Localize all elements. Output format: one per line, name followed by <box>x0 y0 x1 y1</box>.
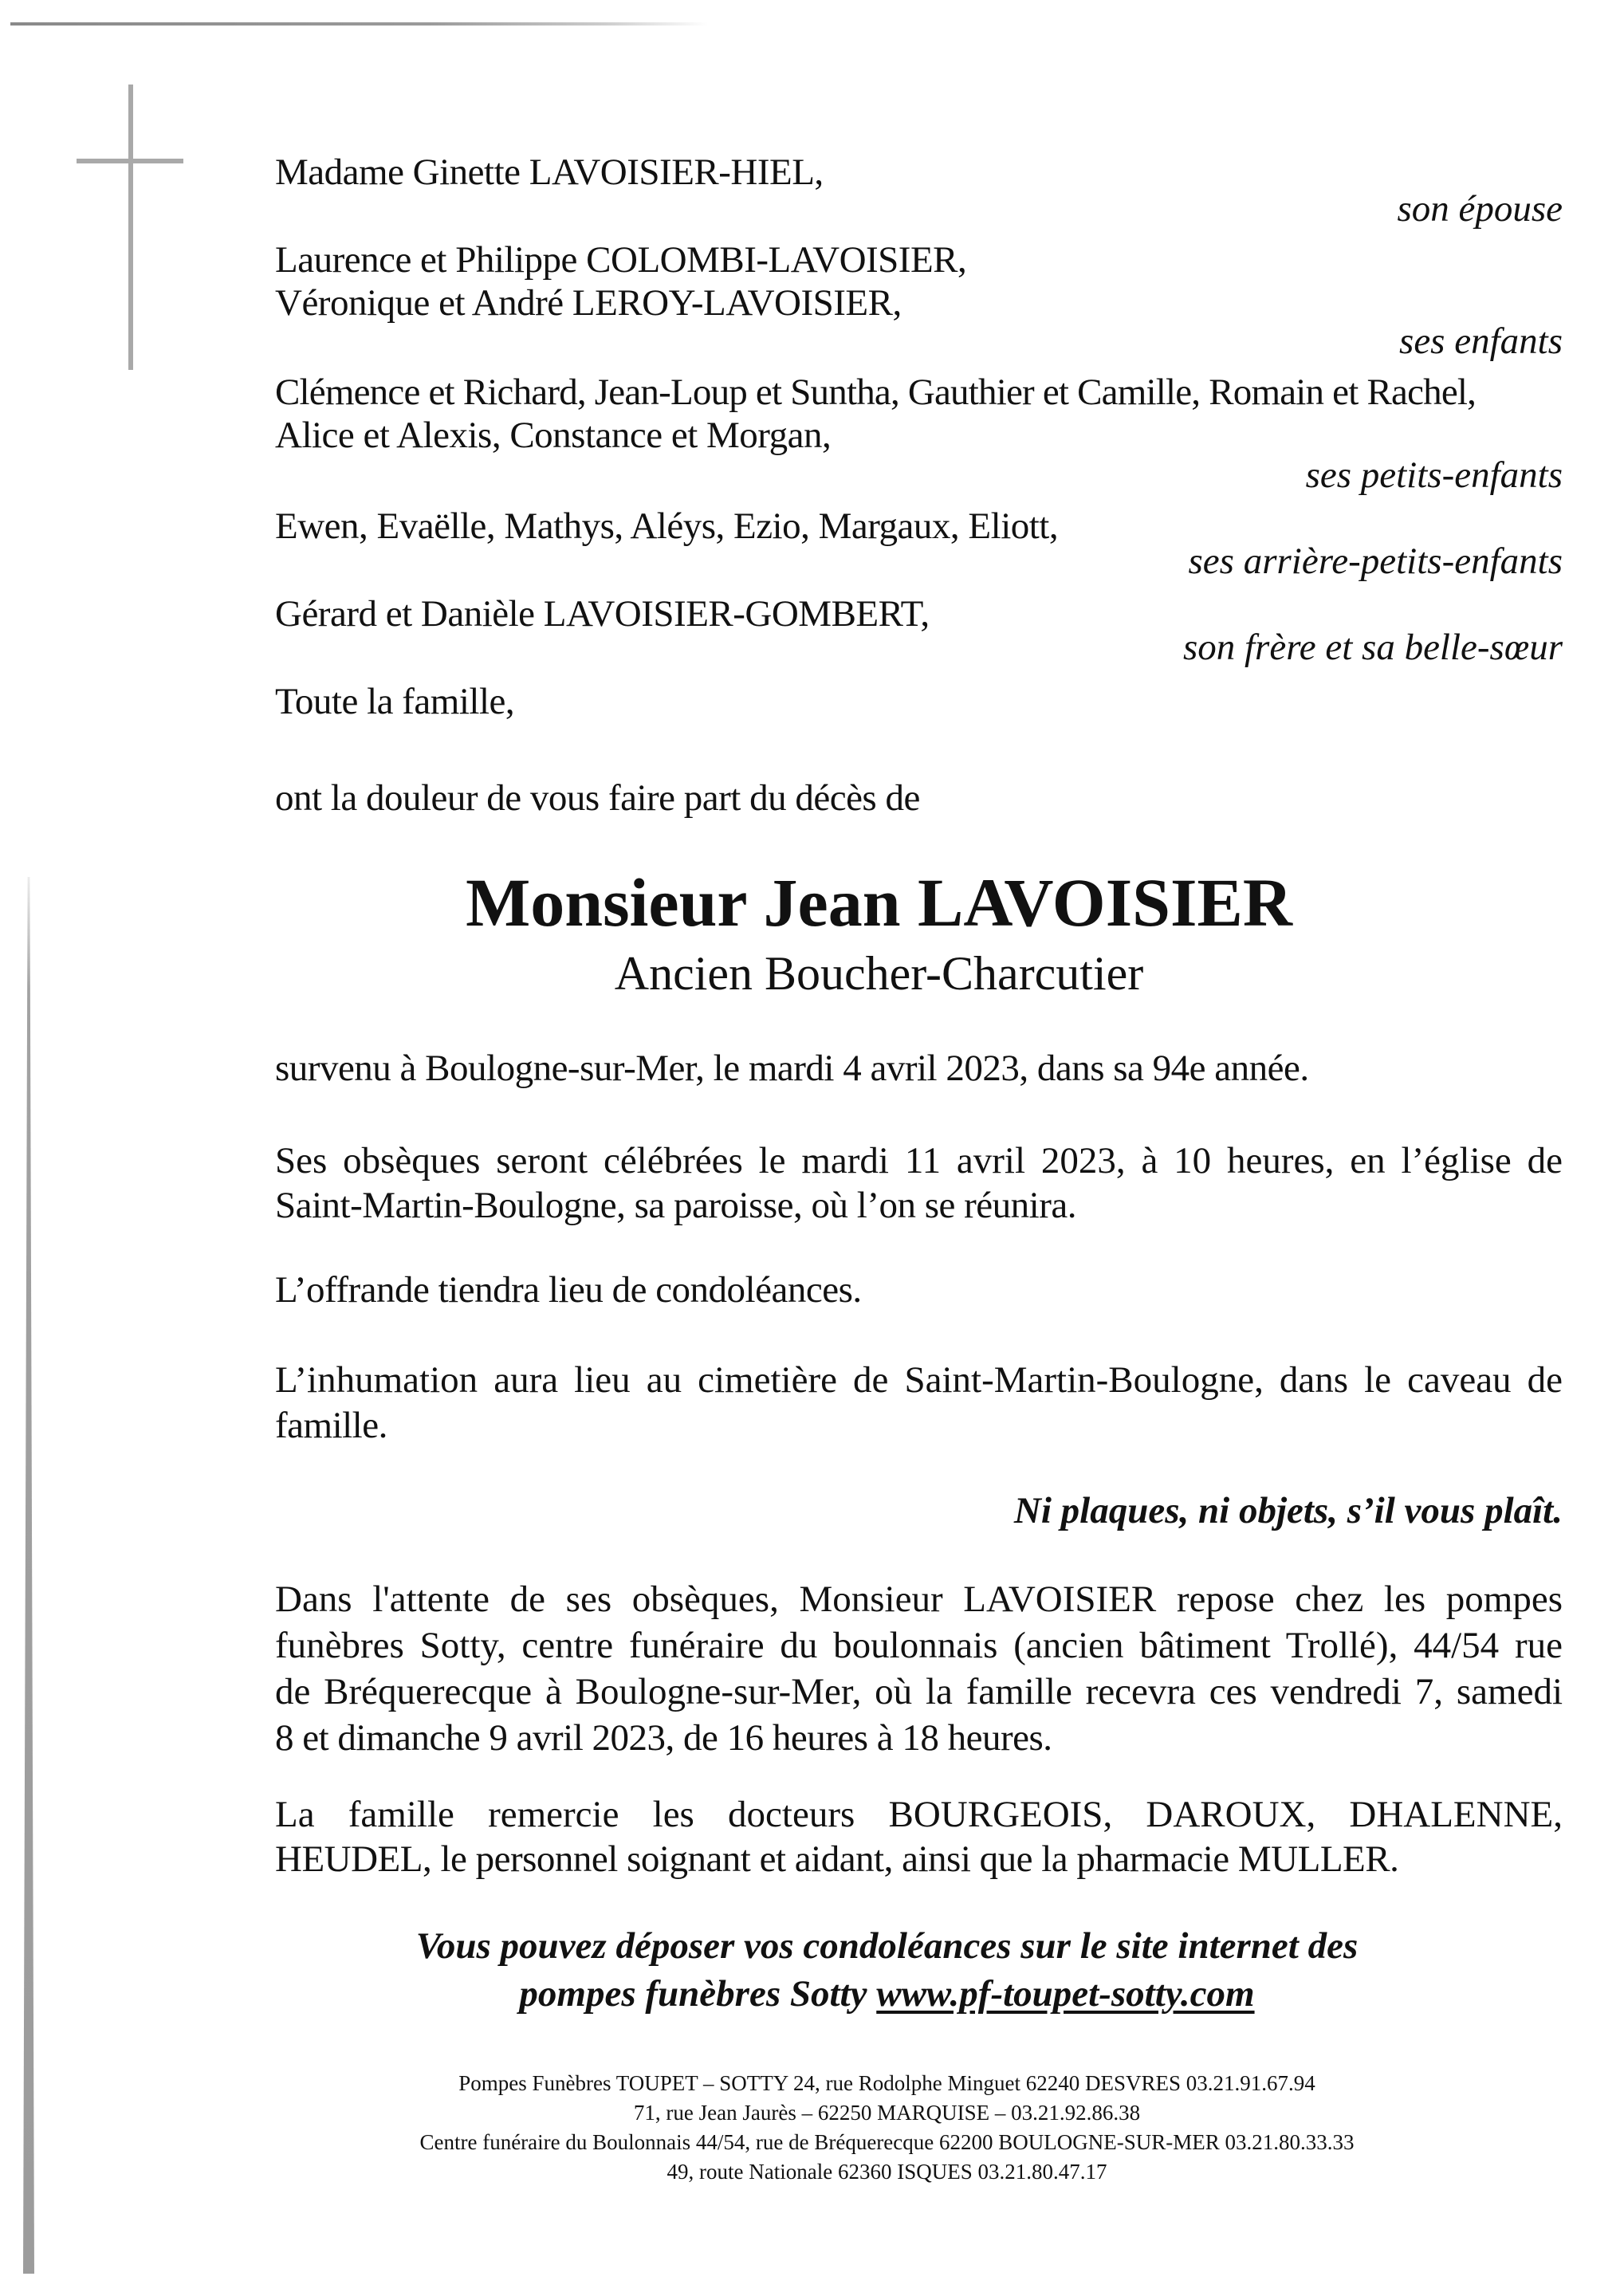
family-name-line: Madame Ginette LAVOISIER-HIEL, <box>275 151 824 193</box>
family-name-line: Gérard et Danièle LAVOISIER-GOMBERT, <box>275 593 930 635</box>
top-rule <box>10 22 708 26</box>
family-name-line: Ewen, Evaëlle, Mathys, Aléys, Ezio, Margaux, Eliott, <box>275 505 1059 547</box>
repose-info-line: funèbres Sotty, centre funéraire du boulonnais (ancien bâtiment Trollé), 44/54 rue <box>275 1625 1563 1666</box>
condolences-prefix: pompes funèbres Sotty <box>519 1973 877 2015</box>
deceased-title: Ancien Boucher-Charcutier <box>614 947 1144 1000</box>
repose-info-line: de Bréquerecque à Boulogne-sur-Mer, où la famille recevra ces vendredi 7, samedi <box>275 1671 1563 1712</box>
death-statement: survenu à Boulogne-sur-Mer, le mardi 4 avril 2023, dans sa 94e année. <box>275 1048 1309 1089</box>
burial-info-line: L’inhumation aura lieu au cimetière de Saint-Martin-Boulogne, dans le caveau de <box>275 1359 1563 1401</box>
condolences-line <box>243 1969 1531 2019</box>
cross-vertical-bar <box>128 85 133 370</box>
funeral-info-line: Saint-Martin-Boulogne, sa paroisse, où l’on se réunira. <box>275 1185 1076 1226</box>
relation-label: ses enfants <box>1399 320 1563 362</box>
family-name-line: Véronique et André LEROY-LAVOISIER, <box>275 282 902 324</box>
left-scan-edge <box>23 877 34 2274</box>
family-name-line: Alice et Alexis, Constance et Morgan, <box>275 415 832 456</box>
relation-label: ses petits-enfants <box>1305 454 1563 496</box>
thanks-line: La famille remercie les docteurs BOURGEOIS, DAROUX, DHALENNE, <box>275 1794 1563 1835</box>
condolences-line: Vous pouvez déposer vos condoléances sur le site internet des <box>415 1925 1359 1967</box>
funeral-home-footer <box>243 2069 1531 2187</box>
footer-address-line: 71, rue Jean Jaurès – 62250 MARQUISE – 03.21.92.86.38 <box>633 2101 1141 2125</box>
announcement-intro: ont la douleur de vous faire part du décès de <box>275 777 920 819</box>
cross-horizontal-bar <box>77 159 183 163</box>
relation-label: son épouse <box>1397 188 1563 230</box>
offering-note: L’offrande tiendra lieu de condoléances. <box>275 1269 862 1311</box>
funeral-info-line: Ses obsèques seront célébrées le mardi 11 avril 2023, à 10 heures, en l’église de <box>275 1140 1563 1181</box>
family-name-line: Toute la famille, <box>275 681 515 722</box>
thanks-line: HEUDEL, le personnel soignant et aidant, ainsi que la pharmacie MULLER. <box>275 1838 1399 1880</box>
deceased-name: Monsieur Jean LAVOISIER <box>466 864 1292 941</box>
footer-address-line: Centre funéraire du Boulonnais 44/54, rue de Bréquerecque 62200 BOULOGNE-SUR-MER 03.21.80.33.33 <box>419 2130 1355 2154</box>
footer-address-line: Pompes Funèbres TOUPET – SOTTY 24, rue Rodolphe Minguet 62240 DESVRES 03.21.91.67.94 <box>458 2071 1315 2095</box>
relation-label: son frère et sa belle-sœur <box>1182 627 1563 668</box>
burial-info-line: famille. <box>275 1405 387 1446</box>
relation-label: ses arrière-petits-enfants <box>1188 541 1563 582</box>
condolences-website-link[interactable]: www.pf-toupet-sotty.com <box>876 1973 1255 2015</box>
footer-address-line: 49, route Nationale 62360 ISQUES 03.21.80.47.17 <box>667 2160 1107 2184</box>
family-name-line: Clémence et Richard, Jean-Loup et Suntha, Gauthier et Camille, Romain et Rachel, <box>275 372 1477 413</box>
repose-info-line: 8 et dimanche 9 avril 2023, de 16 heures à 18 heures. <box>275 1717 1052 1759</box>
family-name-line: Laurence et Philippe COLOMBI-LAVOISIER, <box>275 239 967 281</box>
no-plaques-notice: Ni plaques, ni objets, s’il vous plaît. <box>1013 1490 1563 1531</box>
repose-info-line: Dans l'attente de ses obsèques, Monsieur LAVOISIER repose chez les pompes <box>275 1578 1563 1620</box>
